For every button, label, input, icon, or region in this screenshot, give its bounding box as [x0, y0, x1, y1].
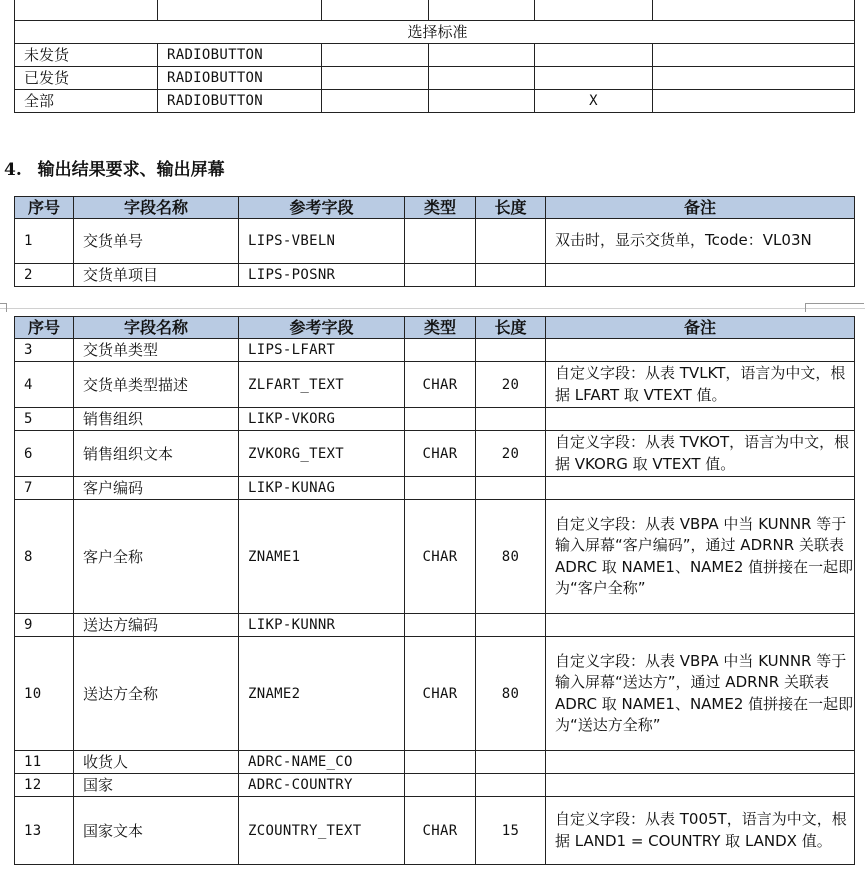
cell-name: 交货单号 — [74, 219, 239, 264]
cell-note — [546, 614, 855, 637]
cell-name: 送达方编码 — [74, 614, 239, 637]
cell-name: 销售组织 — [74, 408, 239, 431]
cell-note: 自定义字段：从表 T005T，语言为中文，根据 LAND1 = COUNTRY 取 LANDX 值。 — [546, 797, 855, 865]
cell-seq: 10 — [15, 637, 74, 751]
cell-note: 自定义字段：从表 VBPA 中当 KUNNR 等于输入屏幕“客户编码”，通过 ADRNR 关联表 ADRC 取 NAME1、NAME2 值拼接在一起即为“客户全称” — [546, 500, 855, 614]
cell-name: 国家 — [74, 774, 239, 797]
table-row — [15, 264, 855, 287]
cell-note: 自定义字段：从表 TVLKT，语言为中文，根据 LFART 取 VTEXT 值。 — [546, 362, 855, 408]
cell-type — [405, 751, 476, 774]
cell-ref: LIPS-VBELN — [239, 219, 405, 264]
cell-seq: 8 — [15, 500, 74, 614]
section-heading — [4, 155, 225, 180]
cell-length — [476, 751, 546, 774]
cell-seq: 6 — [15, 431, 74, 477]
criteria-row — [15, 44, 855, 67]
col-header-length: 长度 — [476, 317, 546, 339]
col-header-ref: 参考字段 — [239, 197, 405, 219]
cell-ref: LIPS-LFART — [239, 339, 405, 362]
table-row — [15, 500, 855, 614]
criteria-cell — [429, 44, 535, 67]
cell-type — [405, 614, 476, 637]
page-break-line — [0, 308, 865, 309]
cell-ref: LIKP-KUNAG — [239, 477, 405, 500]
table-row — [15, 751, 855, 774]
cell-type — [405, 408, 476, 431]
cell-length: 15 — [476, 797, 546, 865]
col-header-note: 备注 — [546, 197, 855, 219]
cell-seq: 9 — [15, 614, 74, 637]
section-title: 输出结果要求、输出屏幕 — [37, 160, 225, 180]
table-row — [15, 219, 855, 264]
cell-name: 交货单类型 — [74, 339, 239, 362]
criteria-default — [535, 67, 653, 90]
criteria-label: 未发货 — [15, 44, 158, 67]
table-row — [15, 774, 855, 797]
criteria-label: 全部 — [15, 90, 158, 113]
cell-ref: ZNAME1 — [239, 500, 405, 614]
cell-type — [405, 477, 476, 500]
cell-ref: ADRC-NAME_CO — [239, 751, 405, 774]
criteria-header-row — [15, 0, 855, 21]
cell-name: 收货人 — [74, 751, 239, 774]
cell-length — [476, 219, 546, 264]
cell-length — [476, 774, 546, 797]
criteria-cell — [322, 44, 429, 67]
col-header-ref: 参考字段 — [239, 317, 405, 339]
col-header-name: 字段名称 — [74, 317, 239, 339]
col-header-seq: 序号 — [15, 317, 74, 339]
criteria-type: RADIOBUTTON — [158, 44, 322, 67]
cell-type: CHAR — [405, 362, 476, 408]
col-header-seq: 序号 — [15, 197, 74, 219]
cell-length — [476, 264, 546, 287]
criteria-cell — [322, 90, 429, 113]
cell-type — [405, 339, 476, 362]
table-row — [15, 339, 855, 362]
cell-ref: ZNAME2 — [239, 637, 405, 751]
table-header-row — [15, 317, 855, 339]
cell-type: CHAR — [405, 637, 476, 751]
cell-seq: 1 — [15, 219, 74, 264]
cell-seq: 12 — [15, 774, 74, 797]
criteria-type: RADIOBUTTON — [158, 67, 322, 90]
criteria-default: X — [535, 90, 653, 113]
cell-note: 自定义字段：从表 TVKOT，语言为中文，根据 VKORG 取 VTEXT 值。 — [546, 431, 855, 477]
cell-note — [546, 774, 855, 797]
table-row — [15, 362, 855, 408]
cell-note — [546, 477, 855, 500]
col-header-type: 类型 — [405, 317, 476, 339]
cell-seq: 7 — [15, 477, 74, 500]
cell-note — [546, 339, 855, 362]
criteria-cell — [653, 44, 855, 67]
cell-name: 客户编码 — [74, 477, 239, 500]
cell-name: 销售组织文本 — [74, 431, 239, 477]
cell-type — [405, 219, 476, 264]
cell-length: 80 — [476, 637, 546, 751]
cell-type — [405, 264, 476, 287]
criteria-cell — [429, 67, 535, 90]
criteria-default — [535, 44, 653, 67]
table-row — [15, 408, 855, 431]
cell-ref: LIKP-VKORG — [239, 408, 405, 431]
cell-note — [546, 751, 855, 774]
cell-note: 双击时，显示交货单，Tcode：VL03N — [546, 219, 855, 264]
col-header-length: 长度 — [476, 197, 546, 219]
cell-length: 20 — [476, 431, 546, 477]
table-row — [15, 797, 855, 865]
col-header-note: 备注 — [546, 317, 855, 339]
cell-name: 交货单项目 — [74, 264, 239, 287]
cell-ref: ZVKORG_TEXT — [239, 431, 405, 477]
table-row — [15, 477, 855, 500]
cell-note — [546, 408, 855, 431]
table-row — [15, 637, 855, 751]
criteria-title-row — [15, 21, 855, 44]
output-fields-table — [14, 196, 855, 287]
cell-type: CHAR — [405, 797, 476, 865]
cell-ref: LIPS-POSNR — [239, 264, 405, 287]
table-body — [15, 339, 855, 865]
cell-name: 交货单类型描述 — [74, 362, 239, 408]
cell-ref: ADRC-COUNTRY — [239, 774, 405, 797]
page-corner-mark — [805, 303, 864, 312]
table-header-row — [15, 197, 855, 219]
cell-length — [476, 477, 546, 500]
cell-length: 80 — [476, 500, 546, 614]
table-row — [15, 431, 855, 477]
table-row — [15, 614, 855, 637]
cell-seq: 2 — [15, 264, 74, 287]
criteria-row — [15, 67, 855, 90]
criteria-row — [15, 90, 855, 113]
cell-length: 20 — [476, 362, 546, 408]
cell-ref: ZLFART_TEXT — [239, 362, 405, 408]
criteria-cell — [653, 90, 855, 113]
criteria-cell — [322, 67, 429, 90]
cell-seq: 4 — [15, 362, 74, 408]
cell-type — [405, 774, 476, 797]
output-fields-table-continued — [14, 316, 855, 865]
cell-name: 客户全称 — [74, 500, 239, 614]
criteria-cell — [429, 90, 535, 113]
criteria-cell — [653, 67, 855, 90]
cell-note: 自定义字段：从表 VBPA 中当 KUNNR 等于输入屏幕“送达方”，通过 ADRNR 关联表 ADRC 取 NAME1、NAME2 值拼接在一起即为“送达方全称” — [546, 637, 855, 751]
cell-seq: 3 — [15, 339, 74, 362]
cell-ref: ZCOUNTRY_TEXT — [239, 797, 405, 865]
cell-seq: 11 — [15, 751, 74, 774]
cell-note — [546, 264, 855, 287]
cell-length — [476, 614, 546, 637]
col-header-name: 字段名称 — [74, 197, 239, 219]
criteria-title: 选择标准 — [15, 21, 855, 44]
cell-ref: LIKP-KUNNR — [239, 614, 405, 637]
page-corner-mark — [0, 303, 7, 312]
section-number: 4. — [4, 160, 22, 180]
cell-length — [476, 339, 546, 362]
cell-seq: 13 — [15, 797, 74, 865]
cell-length — [476, 408, 546, 431]
cell-name: 送达方全称 — [74, 637, 239, 751]
col-header-type: 类型 — [405, 197, 476, 219]
cell-type: CHAR — [405, 500, 476, 614]
cell-type: CHAR — [405, 431, 476, 477]
cell-seq: 5 — [15, 408, 74, 431]
selection-criteria-table — [14, 0, 855, 113]
criteria-label: 已发货 — [15, 67, 158, 90]
cell-name: 国家文本 — [74, 797, 239, 865]
criteria-type: RADIOBUTTON — [158, 90, 322, 113]
